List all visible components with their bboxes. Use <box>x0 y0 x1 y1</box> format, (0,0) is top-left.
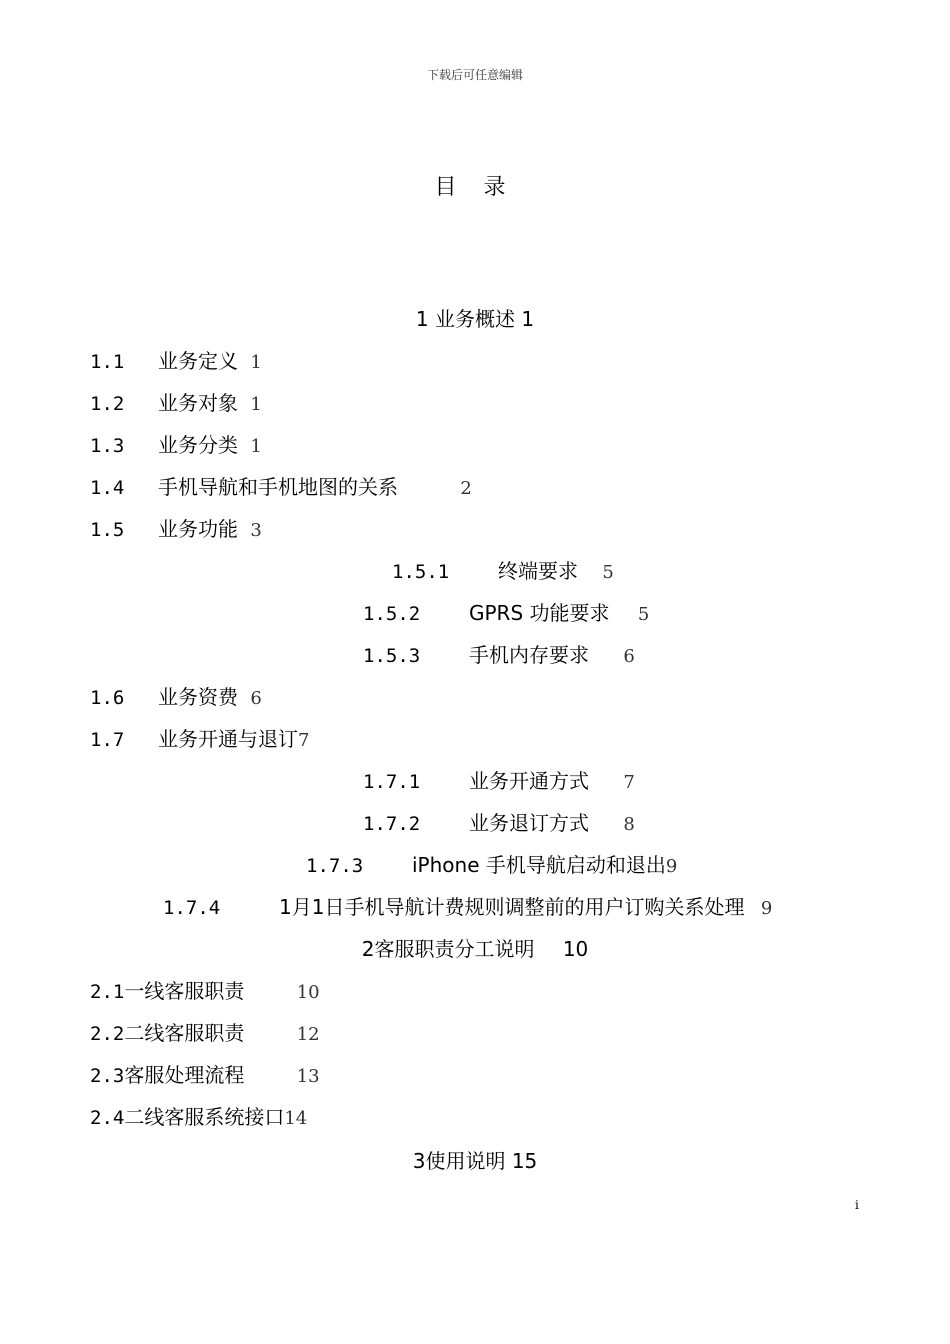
toc-entry-page: 14 <box>284 1108 308 1129</box>
toc-entry-title: 业务对象 <box>158 391 238 415</box>
page-header: 下载后可任意编辑 <box>426 68 523 82</box>
toc-entry-page: 12 <box>296 1024 320 1045</box>
toc-entry-title: 手机内存要求 <box>469 643 589 667</box>
toc-entry-page: 10 <box>296 982 320 1003</box>
toc-entry-number: 1.2 <box>90 393 125 415</box>
toc-entry[interactable] <box>306 852 677 880</box>
toc-entry[interactable] <box>0 1148 950 1174</box>
toc-entry[interactable] <box>163 894 772 922</box>
toc-entry-title: 手机导航和手机地图的关系 <box>158 475 398 499</box>
toc-entry-number: 1.5.2 <box>363 603 421 625</box>
toc-entry[interactable] <box>90 474 472 502</box>
toc-entry-title: 一线客服职责 <box>124 979 245 1003</box>
toc-entry-number: 1.1 <box>90 351 125 373</box>
toc-entry-page: 5 <box>602 562 614 583</box>
toc-entry-number: 1 <box>415 307 429 331</box>
toc-entry[interactable] <box>90 516 262 544</box>
toc-entry-number: 2.2 <box>90 1023 125 1045</box>
toc-entry-title: GPRS 功能要求 <box>469 601 610 625</box>
toc-entry-title: iPhone 手机导航启动和退出 <box>412 853 666 877</box>
toc-entry-title: 业务概述 <box>435 307 515 331</box>
toc-entry-page: 3 <box>250 520 262 541</box>
toc-entry-page: 6 <box>250 688 262 709</box>
toc-entry-title: 业务开通与退订 <box>158 727 298 751</box>
toc-entry-number: 1.7.4 <box>163 897 221 919</box>
toc-entry-title: 业务开通方式 <box>469 769 589 793</box>
toc-entry-title: 业务分类 <box>158 433 238 457</box>
toc-entry[interactable] <box>90 684 262 712</box>
toc-entry-number: 1.7.3 <box>306 855 364 877</box>
toc-entry-number: 1.6 <box>90 687 125 709</box>
toc-entry[interactable] <box>0 306 950 332</box>
toc-entry[interactable] <box>363 810 635 838</box>
toc-entry-page: 2 <box>460 478 472 499</box>
toc-entry-title: 业务定义 <box>158 349 238 373</box>
toc-entry-title: 使用说明 <box>425 1149 506 1173</box>
toc-entry-number: 2.3 <box>90 1065 125 1087</box>
toc-entry-page: 5 <box>637 604 650 625</box>
toc-entry[interactable] <box>363 768 635 796</box>
toc-entry-page: 1 <box>521 307 535 331</box>
toc-entry[interactable] <box>90 1062 320 1090</box>
toc-entry[interactable] <box>90 348 262 376</box>
toc-entry-page: 7 <box>298 730 310 751</box>
toc-entry[interactable] <box>90 432 262 460</box>
toc-entry-title: 业务退订方式 <box>469 811 589 835</box>
toc-entry-number: 1.5.3 <box>363 645 421 667</box>
toc-entry-page: 1 <box>250 436 262 457</box>
toc-entry-page: 7 <box>623 772 635 793</box>
toc-entry-number: 2.4 <box>90 1107 125 1129</box>
toc-entry-number: 1.7.1 <box>363 771 421 793</box>
toc-entry[interactable] <box>363 642 635 670</box>
toc-entry-title: 1月1日手机导航计费规则调整前的用户订购关系处理 <box>279 895 745 919</box>
toc-entry-title: 业务功能 <box>158 517 238 541</box>
toc-entry-page: 9 <box>665 856 678 877</box>
toc-entry-title: 客服职责分工说明 <box>374 937 535 961</box>
toc-entry-number: 2.1 <box>90 981 125 1003</box>
toc-entry-number: 3 <box>412 1149 426 1173</box>
toc-entry-page: 13 <box>296 1066 320 1087</box>
toc-entry-page: 10 <box>562 937 589 961</box>
toc-entry-number: 1.4 <box>90 477 125 499</box>
toc-entry-number: 1.7.2 <box>363 813 421 835</box>
toc-entry-title: 业务资费 <box>158 685 238 709</box>
toc-entry[interactable] <box>90 1104 307 1132</box>
toc-entry-page: 8 <box>623 814 635 835</box>
toc-entry[interactable] <box>90 1020 320 1048</box>
toc-entry-number: 1.3 <box>90 435 125 457</box>
toc-entry-title: 客服处理流程 <box>124 1063 245 1087</box>
toc-entry-number: 2 <box>361 937 375 961</box>
toc-entry-number: 1.7 <box>90 729 125 751</box>
toc-entry[interactable] <box>90 390 262 418</box>
page-number: i <box>855 1198 859 1212</box>
toc-entry-number: 1.5 <box>90 519 125 541</box>
toc-entry-title: 二线客服系统接口 <box>124 1105 285 1129</box>
toc-entry[interactable] <box>363 600 649 628</box>
toc-entry-page: 9 <box>760 898 773 919</box>
toc-title: 目 录 <box>434 175 516 200</box>
toc-entry-page: 1 <box>250 394 262 415</box>
toc-entry[interactable] <box>0 936 950 962</box>
toc-entry-page: 1 <box>250 352 262 373</box>
toc-entry[interactable] <box>392 558 614 586</box>
toc-entry[interactable] <box>90 726 309 754</box>
toc-entry[interactable] <box>90 978 320 1006</box>
toc-entry-title: 二线客服职责 <box>124 1021 245 1045</box>
toc-entry-page: 15 <box>511 1149 538 1173</box>
toc-entry-number: 1.5.1 <box>392 561 450 583</box>
toc-entry-page: 6 <box>623 646 635 667</box>
toc-entry-title: 终端要求 <box>498 559 578 583</box>
